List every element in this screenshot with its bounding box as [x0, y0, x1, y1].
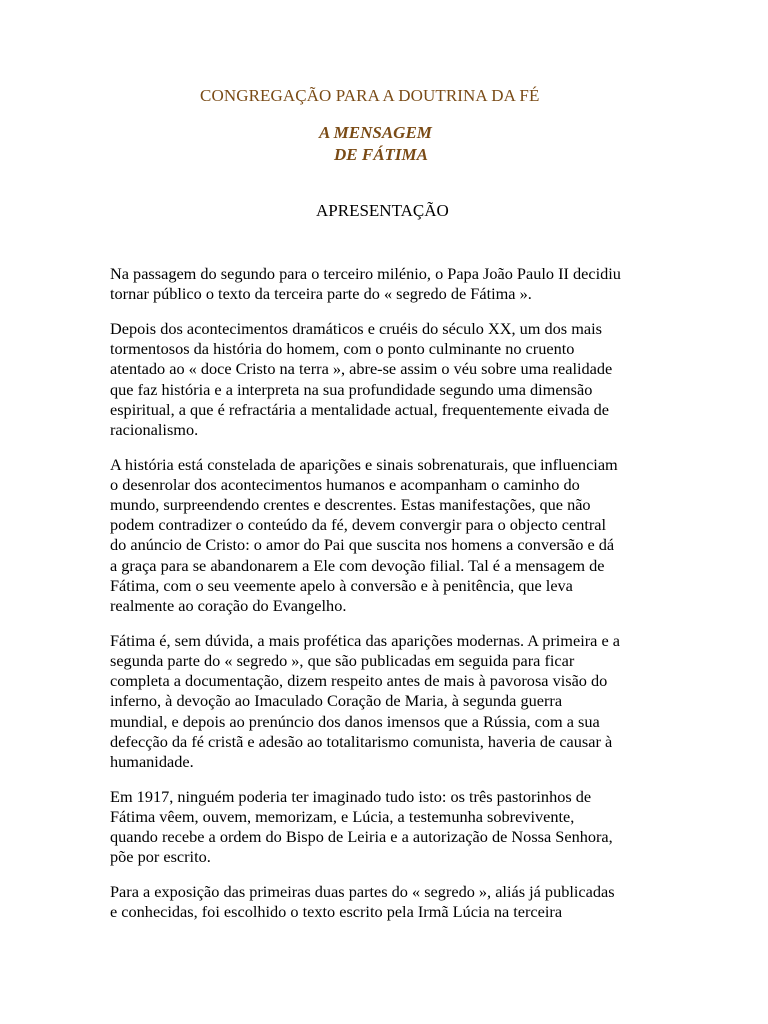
paragraph: A história está constelada de aparições e sinais sobrenaturais, que influenciam o desenrolar dos acontecimentos humanos e acompanham o caminho do mundo, surpreendendo crentes e descrentes. Estas manifestações, que não podem contradizer o conteúdo da fé, devem convergir para o objecto central do anúncio de Cristo: o amor do Pai que suscita nos homens a conversão e dá a graça para se abandonarem a Ele com devoção filial. Tal é a mensagem de Fátima, com o seu veemente apelo à conversão e à penitência, que leva realmente ao coração do Evangelho. [110, 454, 618, 616]
paragraph: Em 1917, ninguém poderia ter imaginado tudo isto: os três pastorinhos de Fátima vêem, ouvem, memorizam, e Lúcia, a testemunha sobrevivente, quando recebe a ordem do Bispo de Leiria e a autorização de Nossa Senhora, põe por escrito. [110, 786, 613, 867]
document-title-line-1: A MENSAGEM [319, 123, 432, 142]
paragraph: Fátima é, sem dúvida, a mais profética das aparições modernas. A primeira e a segunda parte do « segredo », que são publicadas em seguida para ficar completa a documentação, dizem respeito antes de mais à pavorosa visão do inferno, à devoção ao Imaculado Coração de Maria, à segunda guerra mundial, e depois ao prenúncio dos danos imensos que a Rússia, com a sua defecção da fé cristã e adesão ao totalitarismo comunista, haveria de causar à humanidade. [110, 630, 620, 771]
paragraph: Para a exposição das primeiras duas partes do « segredo », aliás já publicadas e conhecidas, foi escolhido o texto escrito pela Irmã Lúcia na terceira [110, 881, 615, 922]
document-body [110, 264, 666, 937]
organization-heading: CONGREGAÇÃO PARA A DOUTRINA DA FÉ [200, 86, 540, 105]
paragraph: Na passagem do segundo para o terceiro milénio, o Papa João Paulo II decidiu tornar público o texto da terceira parte do « segredo de Fátima ». [110, 264, 621, 304]
document-title-line-2: DE FÁTIMA [334, 145, 428, 164]
section-heading: APRESENTAÇÃO [316, 201, 449, 220]
paragraph: Depois dos acontecimentos dramáticos e cruéis do século XX, um dos mais tormentosos da história do homem, com o ponto culminante no cruento atentado ao « doce Cristo na terra », abre-se assim o véu sobre uma realidade que faz história e a interpreta na sua profundidade segundo uma dimensão espiritual, a que é refractária a mentalidade actual, frequentemente eivada de racionalismo. [110, 318, 613, 439]
